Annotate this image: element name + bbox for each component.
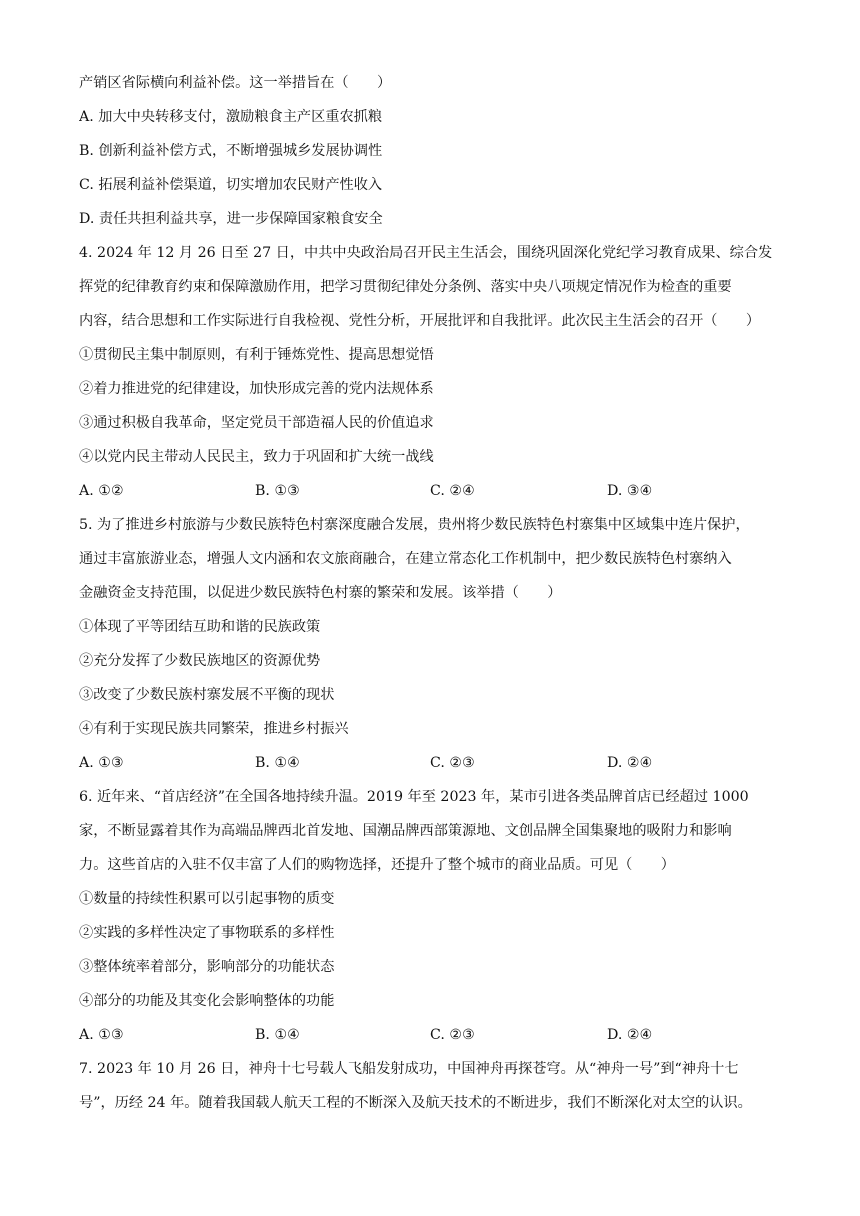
q6-answer-row: [79, 1025, 789, 1045]
answer-option-c: C. ②③: [430, 1027, 475, 1043]
answer-option-b: B. ①④: [255, 1027, 300, 1043]
q3-option-b: B. 创新利益补偿方式，不断增强城乡发展协调性: [79, 143, 383, 159]
q4-stem-line-3: 内容，结合思想和工作实际进行自我检视、党性分析，开展批评和自我批评。此次民主生活会的召开（ ）: [79, 313, 761, 329]
answer-option-d: D. ②④: [607, 1027, 653, 1043]
q6-statement-2: ②实践的多样性决定了事物联系的多样性: [79, 925, 335, 941]
answer-option-d: D. ②④: [607, 755, 653, 771]
q7-stem-line-1: 7. 2023 年 10 月 26 日，神舟十七号载人飞船发射成功，中国神舟再探苍穹。从“神舟一号”到“神舟十七: [79, 1061, 739, 1077]
q5-statement-1: ①体现了平等团结互助和谐的民族政策: [79, 619, 321, 635]
q4-stem-line-2: 挥党的纪律教育约束和保障激励作用，把学习贯彻纪律处分条例、落实中央八项规定情况作为检查的重要: [79, 279, 732, 295]
answer-option-b: B. ①④: [255, 755, 300, 771]
q7-stem-line-2: 号”，历经 24 年。随着我国载人航天工程的不断深入及航天技术的不断进步，我们不断深化对太空的认识。: [79, 1095, 752, 1111]
q6-statement-1: ①数量的持续性积累可以引起事物的质变: [79, 891, 335, 907]
q5-stem-line-2: 通过丰富旅游业态，增强人文内涵和农文旅商融合，在建立常态化工作机制中，把少数民族特色村寨纳入: [79, 551, 732, 567]
answer-option-a: A. ①③: [79, 1027, 124, 1043]
answer-option-b: B. ①③: [255, 483, 300, 499]
q4-statement-2: ②着力推进党的纪律建设，加快形成完善的党内法规体系: [79, 381, 434, 397]
q4-answer-row: [79, 481, 789, 501]
answer-option-a: A. ①③: [79, 755, 124, 771]
q3-option-a: A. 加大中央转移支付，激励粮食主产区重农抓粮: [79, 109, 383, 125]
q5-statement-4: ④有利于实现民族共同繁荣，推进乡村振兴: [79, 721, 349, 737]
q5-statement-3: ③改变了少数民族村寨发展不平衡的现状: [79, 687, 335, 703]
q4-statement-4: ④以党内民主带动人民民主，致力于巩固和扩大统一战线: [79, 449, 434, 465]
q3-stem-tail: 产销区省际横向利益补偿。这一举措旨在（ ）: [79, 75, 392, 91]
q4-statement-3: ③通过积极自我革命，坚定党员干部造福人民的价值追求: [79, 415, 434, 431]
q6-statement-3: ③整体统率着部分，影响部分的功能状态: [79, 959, 335, 975]
q3-option-c: C. 拓展利益补偿渠道，切实增加农民财产性收入: [79, 177, 383, 193]
q3-option-d: D. 责任共担利益共享，进一步保障国家粮食安全: [79, 211, 383, 227]
q6-stem-line-3: 力。这些首店的入驻不仅丰富了人们的购物选择，还提升了整个城市的商业品质。可见（ ）: [79, 857, 675, 873]
q6-stem-line-2: 家，不断显露着其作为高端品牌西北首发地、国潮品牌西部策源地、文创品牌全国集聚地的吸附力和影响: [79, 823, 732, 839]
q5-stem-line-3: 金融资金支持范围，以促进少数民族特色村寨的繁荣和发展。该举措（ ）: [79, 585, 562, 601]
answer-option-c: C. ②④: [430, 483, 475, 499]
answer-option-c: C. ②③: [430, 755, 475, 771]
answer-option-d: D. ③④: [607, 483, 653, 499]
q5-stem-line-1: 5. 为了推进乡村旅游与少数民族特色村寨深度融合发展，贵州将少数民族特色村寨集中区域集中连片保护，: [79, 517, 750, 533]
q6-statement-4: ④部分的功能及其变化会影响整体的功能: [79, 993, 335, 1009]
answer-option-a: A. ①②: [79, 483, 124, 499]
q6-stem-line-1: 6. 近年来、“首店经济”在全国各地持续升温。2019 年至 2023 年，某市引进各类品牌首店已经超过 1000: [79, 789, 749, 805]
q5-answer-row: [79, 753, 789, 773]
q4-statement-1: ①贯彻民主集中制原则，有利于锤炼党性、提高思想觉悟: [79, 347, 434, 363]
q5-statement-2: ②充分发挥了少数民族地区的资源优势: [79, 653, 321, 669]
q4-stem-line-1: 4. 2024 年 12 月 26 日至 27 日，中共中央政治局召开民主生活会，围绕巩固深化党纪学习教育成果、综合发: [79, 245, 773, 261]
